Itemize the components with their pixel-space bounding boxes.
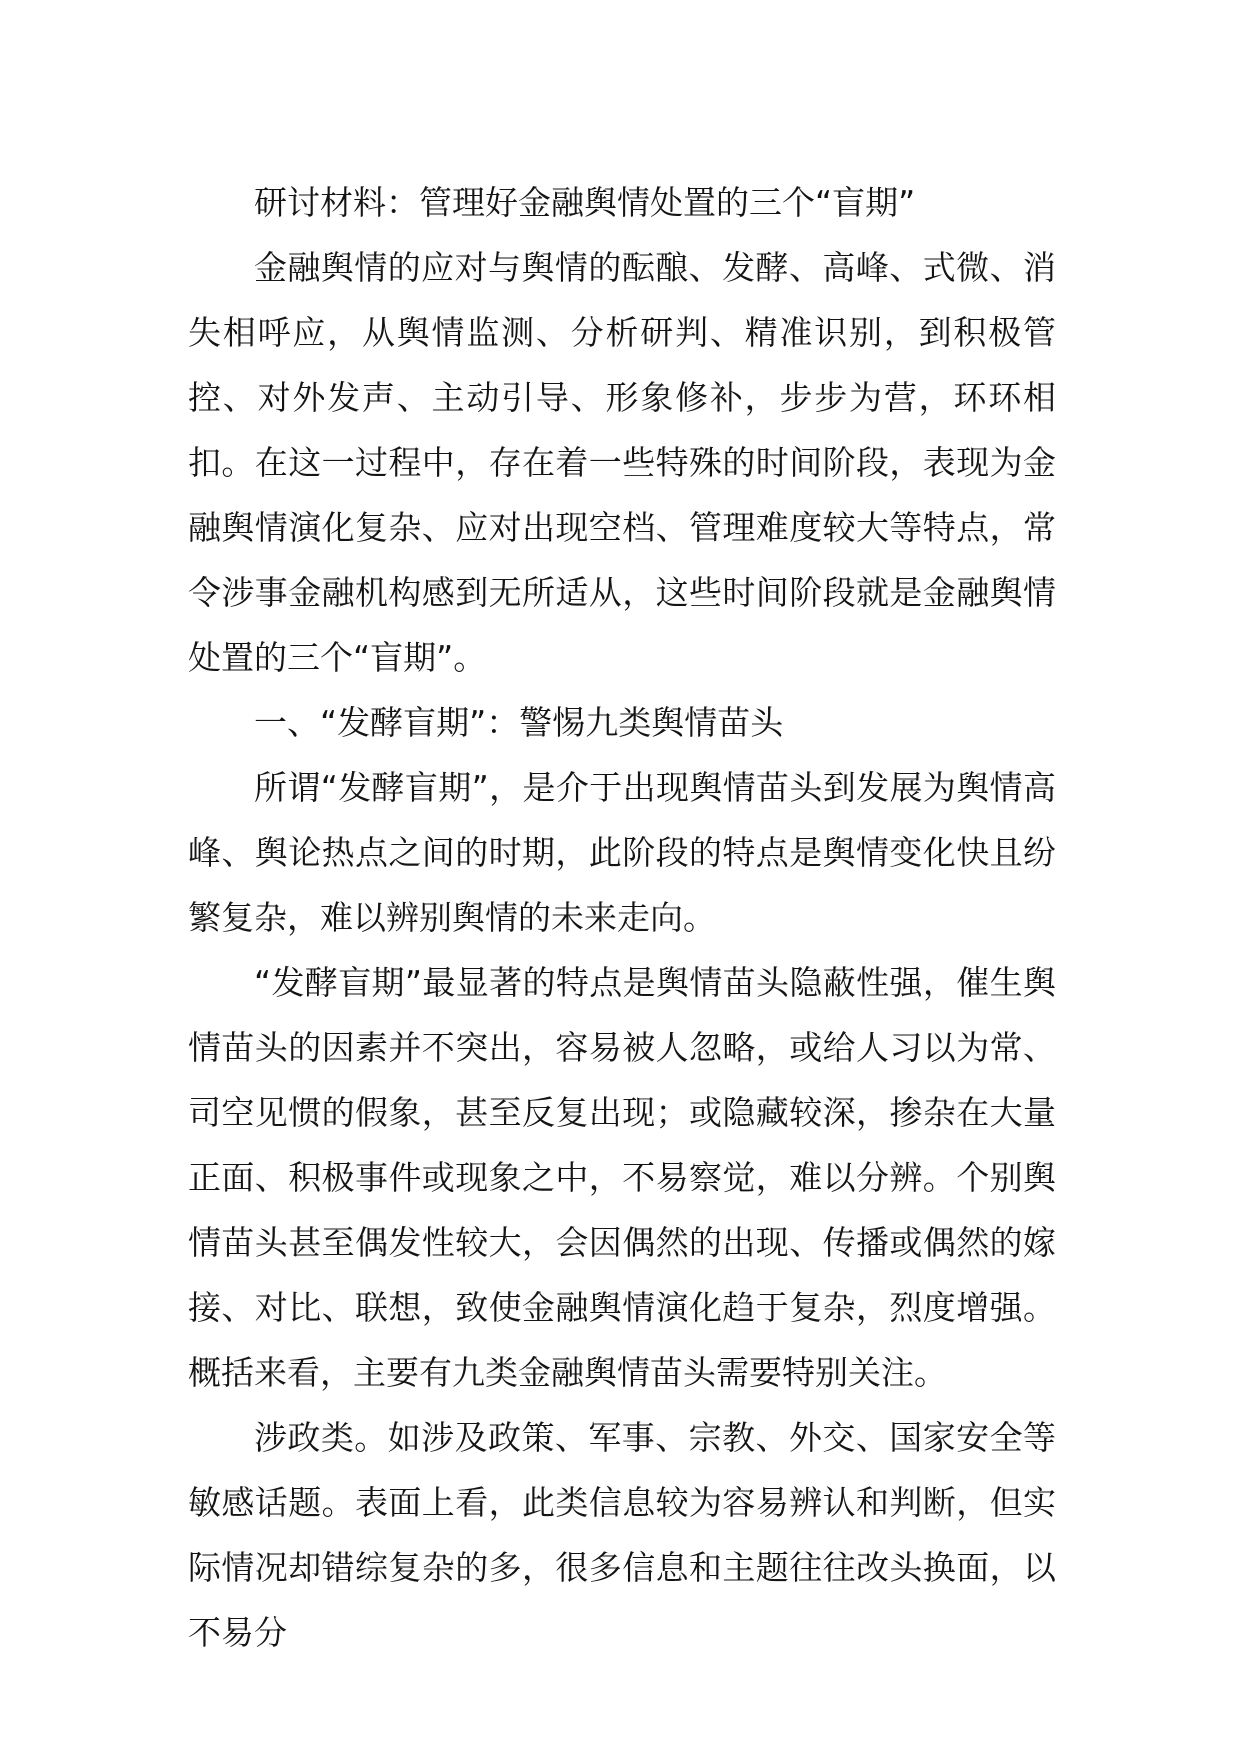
paragraph-definition: 所谓“发酵盲期”，是介于出现舆情苗头到发展为舆情高峰、舆论热点之间的时期，此阶段的特点是舆情变化快且纷繁复杂，难以辨别舆情的未来走向。 xyxy=(188,768,1056,937)
section-heading-1: 一、“发酵盲期”：警惕九类舆情苗头 xyxy=(254,703,784,742)
document-body xyxy=(188,170,1056,1665)
paragraph-intro: 金融舆情的应对与舆情的酝酿、发酵、高峰、式微、消失相呼应，从舆情监测、分析研判、精准识别，到积极管控、对外发声、主动引导、形象修补，步步为营，环环相扣。在这一过程中，存在着一些特殊的时间阶段，表现为金融舆情演化复杂、应对出现空档、管理难度较大等特点，常令涉事金融机构感到无所适从，这些时间阶段就是金融舆情处置的三个“盲期”。 xyxy=(188,248,1056,677)
paragraph-characteristics: “发酵盲期”最显著的特点是舆情苗头隐蔽性强，催生舆情苗头的因素并不突出，容易被人忽略，或给人习以为常、司空见惯的假象，甚至反复出现；或隐藏较深，掺杂在大量正面、积极事件或现象之中，不易察觉，难以分辨。个别舆情苗头甚至偶发性较大，会因偶然的出现、传播或偶然的嫁接、对比、联想，致使金融舆情演化趋于复杂，烈度增强。概括来看，主要有九类金融舆情苗头需要特别关注。 xyxy=(188,963,1056,1392)
paragraph-political: 涉政类。如涉及政策、军事、宗教、外交、国家安全等敏感话题。表面上看，此类信息较为容易辨认和判断，但实际情况却错综复杂的多，很多信息和主题往往改头换面，以不易分 xyxy=(188,1418,1056,1652)
document-title: 研讨材料：管理好金融舆情处置的三个“盲期” xyxy=(254,183,916,222)
